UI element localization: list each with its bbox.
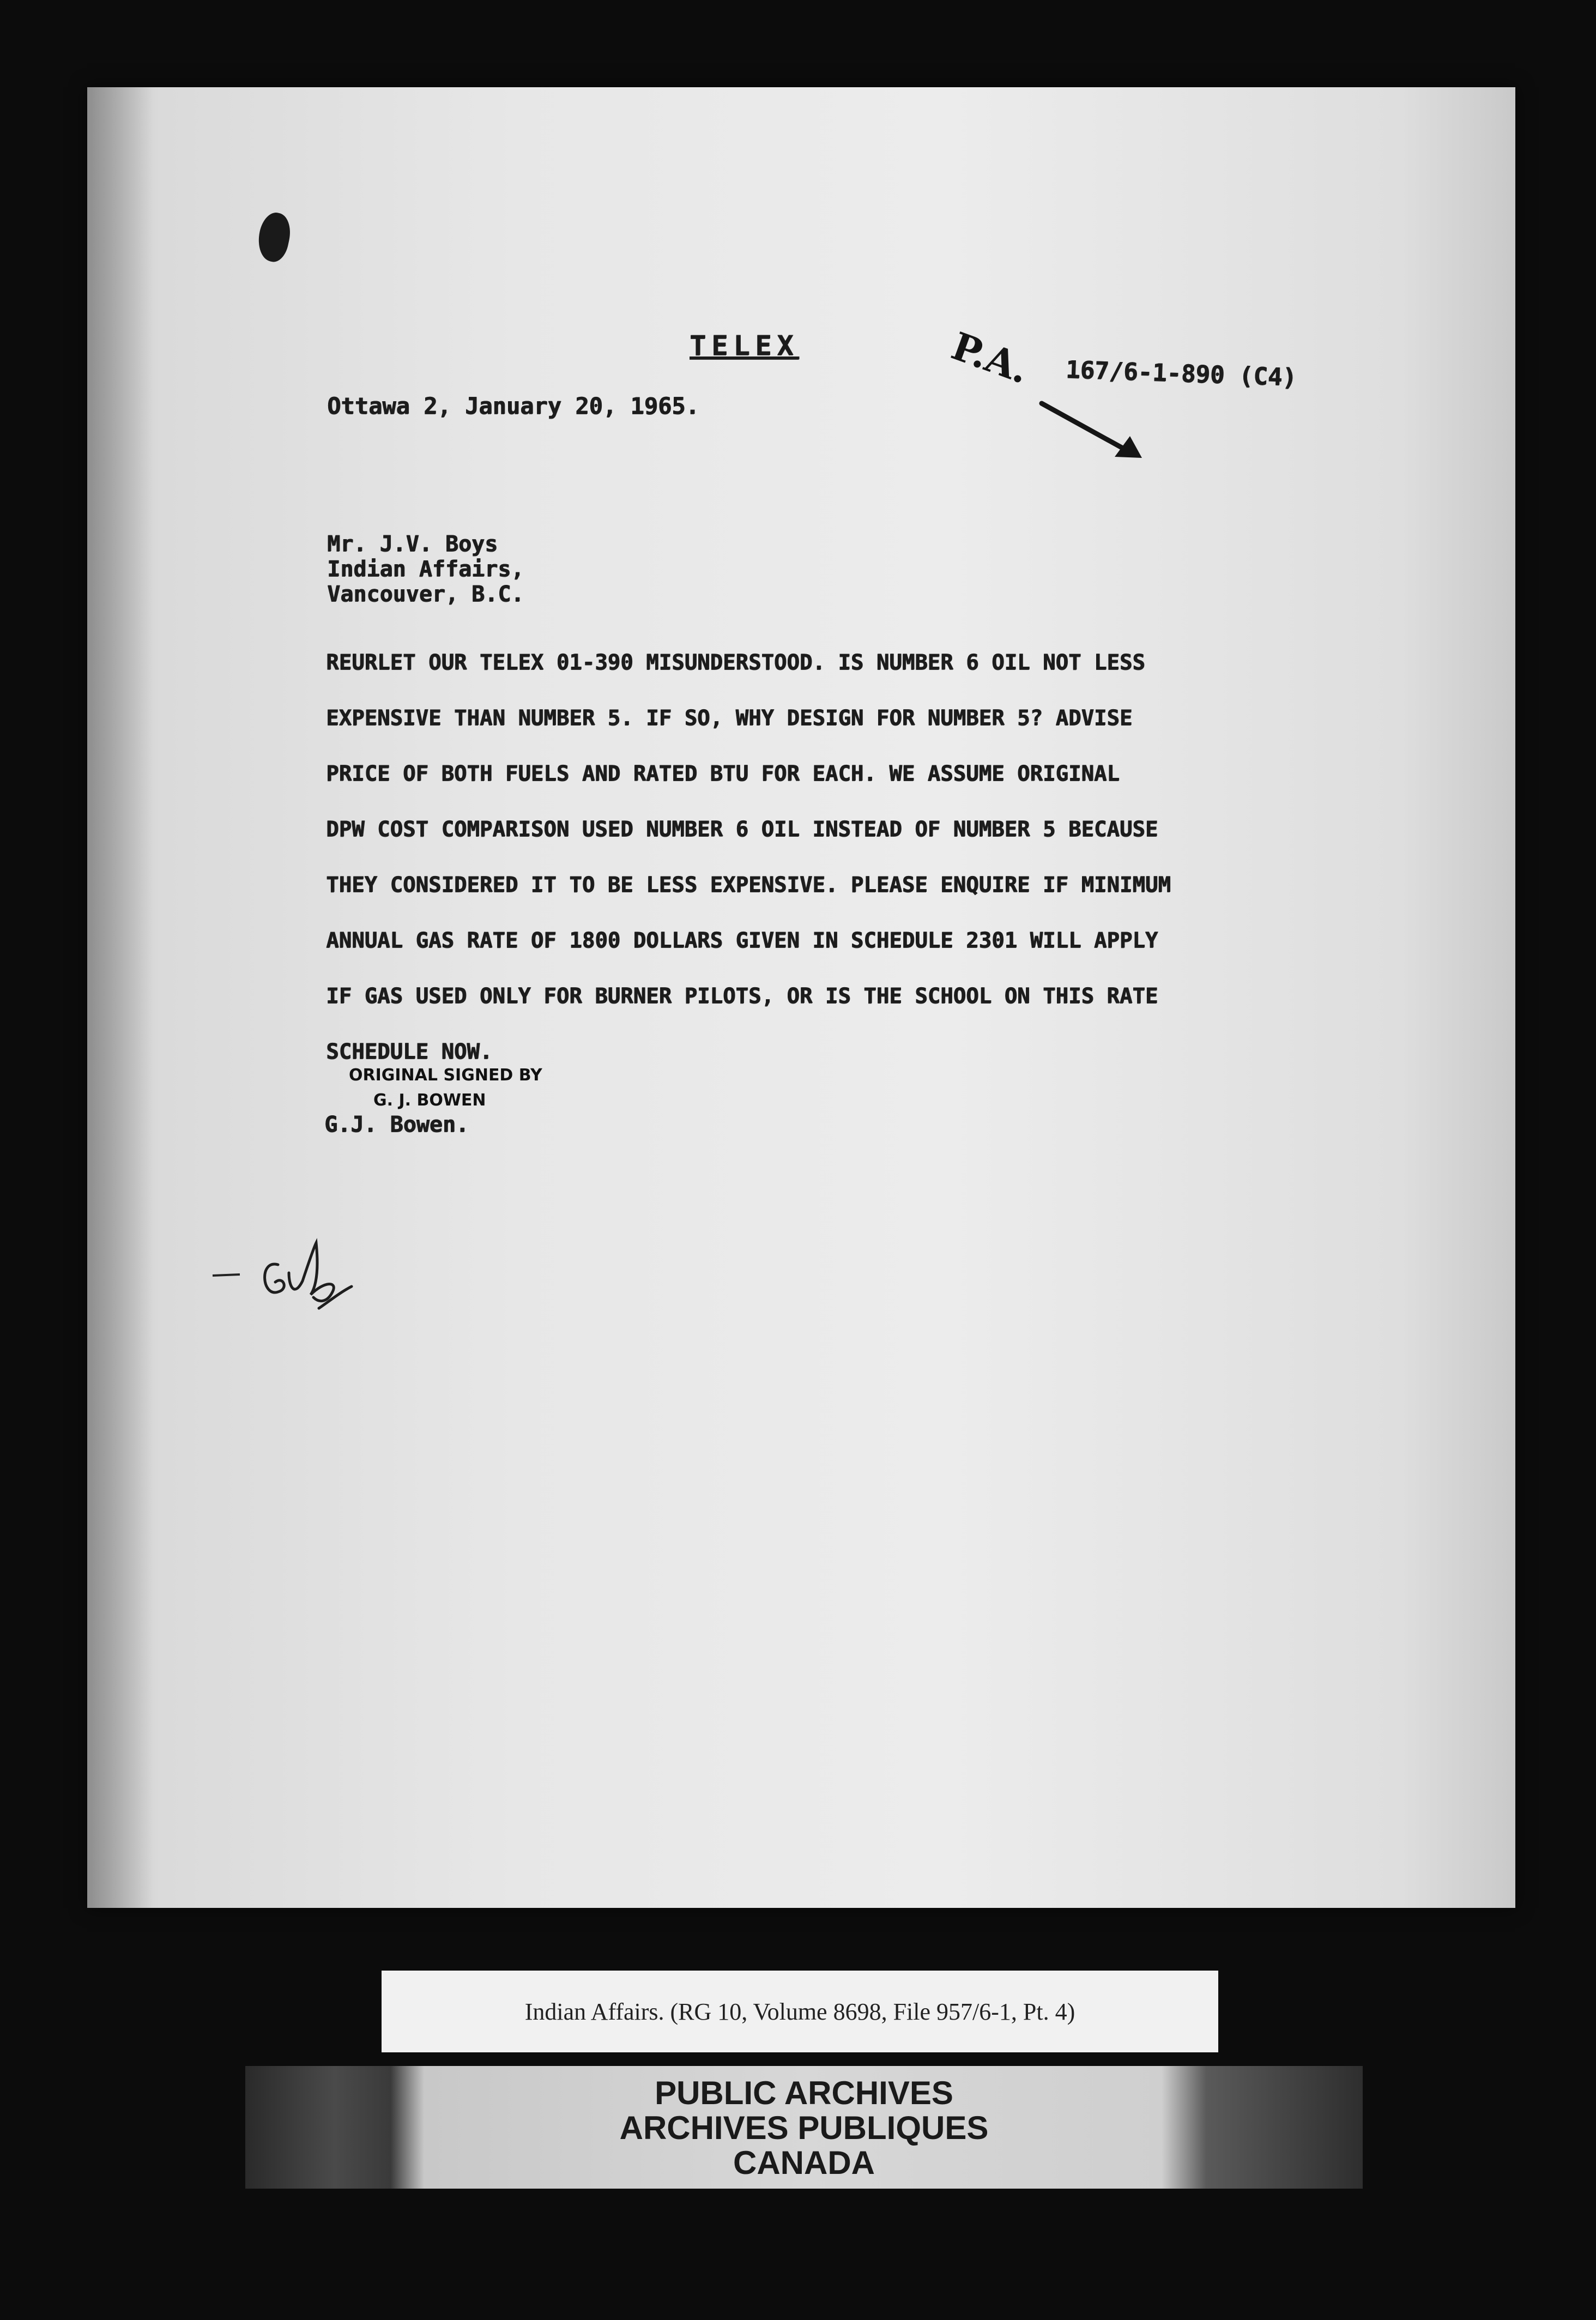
message-line: EXPENSIVE THAN NUMBER 5. IF SO, WHY DESIGN FOR NUMBER 5? ADVISE <box>326 706 1133 730</box>
message-line: SCHEDULE NOW. <box>326 1040 493 1064</box>
message-line: REURLET OUR TELEX 01-390 MISUNDERSTOOD. IS NUMBER 6 OIL NOT LESS <box>326 650 1145 675</box>
stamp-line-signer: G. J. BOWEN <box>373 1091 486 1110</box>
addressee-city: Vancouver, B.C. <box>327 582 524 607</box>
handwritten-pa-mark: P.A. <box>946 323 1035 393</box>
archives-label-line: CANADA <box>733 2144 875 2181</box>
date-line: Ottawa 2, January 20, 1965. <box>327 392 699 419</box>
archives-label-line: ARCHIVES PUBLIQUES <box>619 2110 989 2146</box>
archives-label-strip <box>245 2066 1363 2189</box>
file-reference-number: 167/6-1-890 (C4) <box>1065 355 1297 392</box>
arrow-icon <box>1038 398 1147 463</box>
handwritten-initials-signature <box>207 1221 403 1330</box>
message-line: ANNUAL GAS RATE OF 1800 DOLLARS GIVEN IN SCHEDULE 2301 WILL APPLY <box>326 928 1158 953</box>
ink-blot <box>254 210 294 264</box>
original-signed-stamp <box>349 1063 542 1113</box>
message-line: PRICE OF BOTH FUELS AND RATED BTU FOR EACH. WE ASSUME ORIGINAL <box>326 762 1120 786</box>
addressee-department: Indian Affairs, <box>327 557 524 582</box>
signer-name: G.J. Bowen. <box>324 1112 469 1137</box>
message-line: THEY CONSIDERED IT TO BE LESS EXPENSIVE. PLEASE ENQUIRE IF MINIMUM <box>326 873 1171 897</box>
archives-label-line: PUBLIC ARCHIVES <box>655 2075 953 2111</box>
stamp-line-original-signed: ORIGINAL SIGNED BY <box>349 1066 542 1085</box>
telex-title: TELEX <box>690 330 799 361</box>
addressee-name: Mr. J.V. Boys <box>327 531 498 557</box>
message-line: IF GAS USED ONLY FOR BURNER PILOTS, OR IS THE SCHOOL ON THIS RATE <box>326 984 1158 1008</box>
telex-message-body <box>326 635 1171 1080</box>
archive-caption: Indian Affairs. (RG 10, Volume 8698, File 957/6-1, Pt. 4) <box>382 1971 1218 2052</box>
message-line: DPW COST COMPARISON USED NUMBER 6 OIL INSTEAD OF NUMBER 5 BECAUSE <box>326 817 1158 842</box>
addressee-block <box>327 531 524 607</box>
